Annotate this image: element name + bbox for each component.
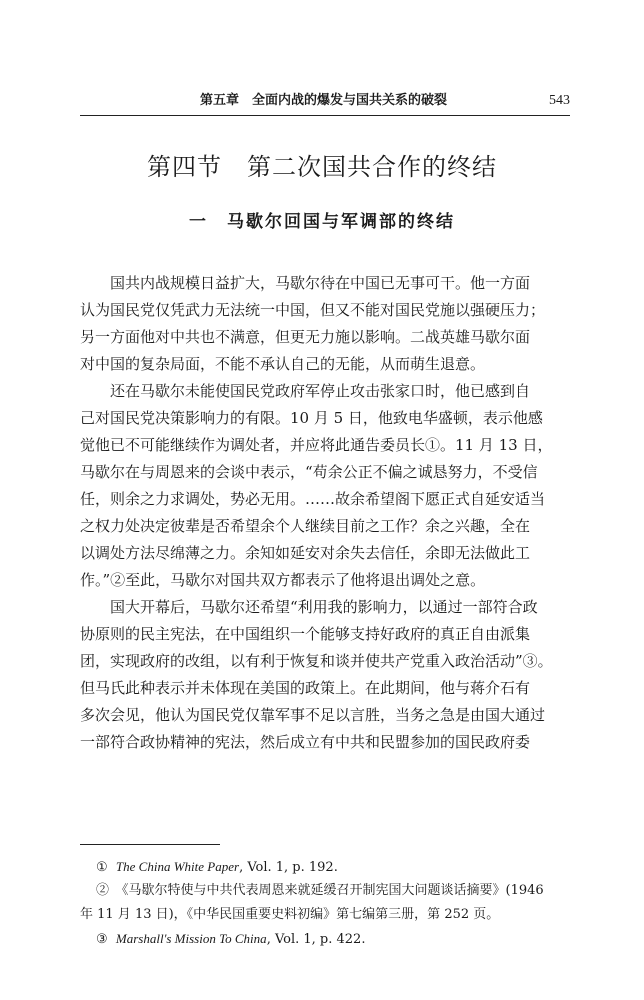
footnote-2-line-2: 年 11 月 13 日)，《中华民国重要史料初编》第七编第三册，第 252 页。 [80,907,500,922]
subsection-title: 一 马歇尔回国与军调部的终结 [189,212,455,232]
footnote-3 [80,927,572,951]
body-line: 团，实现政府的改组，以有利于恢复和谈并使共产党重入政治活动”③。 [80,652,553,670]
body-line: 国大开幕后，马歇尔还希望“利用我的影响力，以通过一部符合政 [110,598,538,616]
body-text [80,270,572,756]
chapter-header: 第五章 全面内战的爆发与国共关系的破裂 [200,93,448,108]
body-line: 以调处方法尽绵薄之力。余知如延安对余失去信任，余即无法做此工 [80,544,531,562]
footnote-divider [80,844,220,845]
body-line: 多次会见，他认为国民党仅靠军事不足以言胜，当务之急是由国大通过 [80,706,546,724]
body-line: 还在马歇尔未能使国民党政府军停止攻击张家口时，他已感到自 [110,382,531,400]
footnote-1-title: The China White Paper [115,859,240,874]
footnote-1-rest: , Vol. 1, p. 192. [239,860,338,875]
body-line: 协原则的民主宪法，在中国组织一个能够支持好政府的真正自由派集 [80,625,531,643]
footnote-1 [80,855,572,879]
body-line: 一部符合政协精神的宪法，然后成立有中共和民盟参加的国民政府委 [80,733,531,751]
body-line: 马歇尔在与周恩来的会谈中表示，“苟余公正不偏之诚恳努力，不受信 [80,463,538,481]
footnote-3-rest: , Vol. 1, p. 422. [266,932,366,947]
body-line: 对中国的复杂局面，不能不承认自己的无能，从而萌生退意。 [80,355,486,373]
footnote-1-mark: ① [96,860,108,875]
footnote-2-line-1: ② 《马歇尔特使与中共代表周恩来就延缓召开制宪国大问题谈话摘要》(1946 [96,883,544,898]
body-line: 己对国民党决策影响力的有限。10 月 5 日，他致电华盛顿，表示他感 [80,409,543,427]
body-line: 觉他已不可能继续作为调处者，并应将此通告委员长①。11 月 13 日， [80,436,553,454]
header-divider [80,115,570,116]
body-line: 认为国民党仅凭武力无法统一中国，但又不能对国民党施以强硬压力； [80,301,546,319]
body-line: 任，则余之力求调处，势必无用。……故余希望阁下愿正式自延安适当 [80,490,546,508]
body-line: 之权力处决定彼辈是否希望余个人继续目前之工作？余之兴趣，全在 [80,517,531,535]
body-line: 另一方面他对中共也不满意，但更无力施以影响。二战英雄马歇尔面 [80,328,531,346]
body-line: 但马氏此种表示并未体现在美国的政策上。在此期间，他与蒋介石有 [80,679,531,697]
footnote-3-title: Marshall's Mission To China [115,931,267,946]
footnotes [80,855,572,951]
page-number: 543 [549,93,570,108]
body-line: 国共内战规模日益扩大，马歇尔待在中国已无事可干。他一方面 [110,274,531,292]
body-line: 作。”②至此，马歇尔对国共双方都表示了他将退出调处之意。 [80,571,486,589]
footnote-3-mark: ③ [96,932,108,947]
section-title: 第四节 第二次国共合作的终结 [147,153,497,181]
